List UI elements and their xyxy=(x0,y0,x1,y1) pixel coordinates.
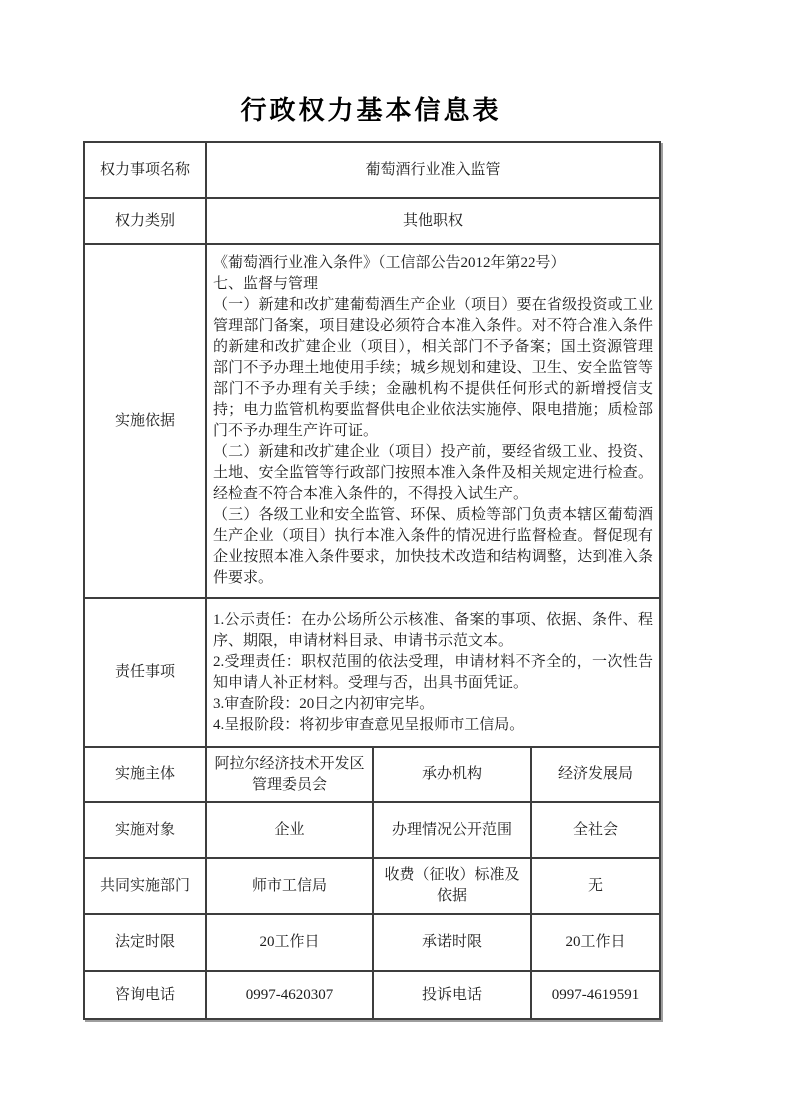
table-row-subject xyxy=(84,747,660,802)
duty-value xyxy=(206,598,660,747)
target-value: 企业 xyxy=(206,802,373,858)
inquiry-phone-label: 咨询电话 xyxy=(84,971,206,1019)
target-label: 实施对象 xyxy=(84,802,206,858)
table-row-power-category xyxy=(84,198,660,244)
power-category-label: 权力类别 xyxy=(84,198,206,244)
subject-value: 阿拉尔经济技术开发区管理委员会 xyxy=(206,747,373,802)
table-row-time-limits xyxy=(84,914,660,971)
basis-value xyxy=(206,244,660,598)
table-row-basis xyxy=(84,244,660,598)
table-row-target xyxy=(84,802,660,858)
legal-limit-value: 20工作日 xyxy=(206,914,373,971)
basis-paragraph: 《葡萄酒行业准入条件》（工信部公告2012年第22号） xyxy=(213,255,566,271)
disclosure-scope-label: 办理情况公开范围 xyxy=(373,802,531,858)
duty-item: 4.呈报阶段：将初步审查意见呈报师市工信局。 xyxy=(213,716,525,733)
basis-label: 实施依据 xyxy=(84,244,206,598)
power-category-value: 其他职权 xyxy=(206,198,660,244)
undertaker-value: 经济发展局 xyxy=(531,747,660,802)
duty-item: 1.公示责任：在办公场所公示核准、备案的事项、依据、条件、程序、期限，申请材料目录、申请书示范文本。 xyxy=(213,611,653,649)
table-row-phones xyxy=(84,971,660,1019)
joint-dept-value: 师市工信局 xyxy=(206,858,373,914)
fee-standard-value: 无 xyxy=(531,858,660,914)
joint-dept-label: 共同实施部门 xyxy=(84,858,206,914)
table-row-power-name xyxy=(84,142,660,198)
power-name-value: 葡萄酒行业准入监管 xyxy=(206,142,660,198)
inquiry-phone-value: 0997-4620307 xyxy=(206,971,373,1019)
subject-label: 实施主体 xyxy=(84,747,206,802)
page-title: 行政权力基本信息表 xyxy=(240,96,502,125)
fee-standard-label: 收费（征收）标准及依据 xyxy=(373,858,531,914)
disclosure-scope-value: 全社会 xyxy=(531,802,660,858)
complaint-phone-value: 0997-4619591 xyxy=(531,971,660,1019)
table-row-joint xyxy=(84,858,660,914)
basis-paragraph: （二）新建和改扩建企业（项目）投产前，要经省级工业、投资、土地、安全监管等行政部门按照本准入条件及相关规定进行检查。经检查不符合本准入条件的，不得投入试生产。 xyxy=(213,444,653,502)
undertaker-label: 承办机构 xyxy=(373,747,531,802)
promised-limit-label: 承诺时限 xyxy=(373,914,531,971)
legal-limit-label: 法定时限 xyxy=(84,914,206,971)
info-table xyxy=(83,141,661,1020)
duty-item: 2.受理责任：职权范围的依法受理，申请材料不齐全的，一次性告知申请人补正材料。受理与否，出具书面凭证。 xyxy=(213,653,653,691)
complaint-phone-label: 投诉电话 xyxy=(373,971,531,1019)
basis-paragraph: （三）各级工业和安全监管、环保、质检等部门负责本辖区葡萄酒生产企业（项目）执行本准入条件的情况进行监督检查。督促现有企业按照本准入条件要求，加快技术改造和结构调整，达到准入条件要求。 xyxy=(213,507,653,586)
basis-paragraph: 七、监督与管理 xyxy=(213,276,319,292)
duty-item: 3.审查阶段：20日之内初审完毕。 xyxy=(213,695,435,712)
document xyxy=(83,0,659,1020)
power-name-label: 权力事项名称 xyxy=(84,142,206,198)
promised-limit-value: 20工作日 xyxy=(531,914,660,971)
table-row-duty xyxy=(84,598,660,747)
basis-paragraph: （一）新建和改扩建葡萄酒生产企业（项目）要在省级投资或工业管理部门备案，项目建设必须符合本准入条件。对不符合准入条件的新建和改扩建企业（项目），相关部门不予备案；国土资源管理部门不予办理土地使用手续；城乡规划和建设、卫生、安全监管等部门不予办理有关手续；金融机构不提供任何形式的新增授信支持；电力监管机构要监督供电企业依法实施停、限电措施；质检部门不予办理生产许可证。 xyxy=(213,297,653,439)
duty-label: 责任事项 xyxy=(84,598,206,747)
